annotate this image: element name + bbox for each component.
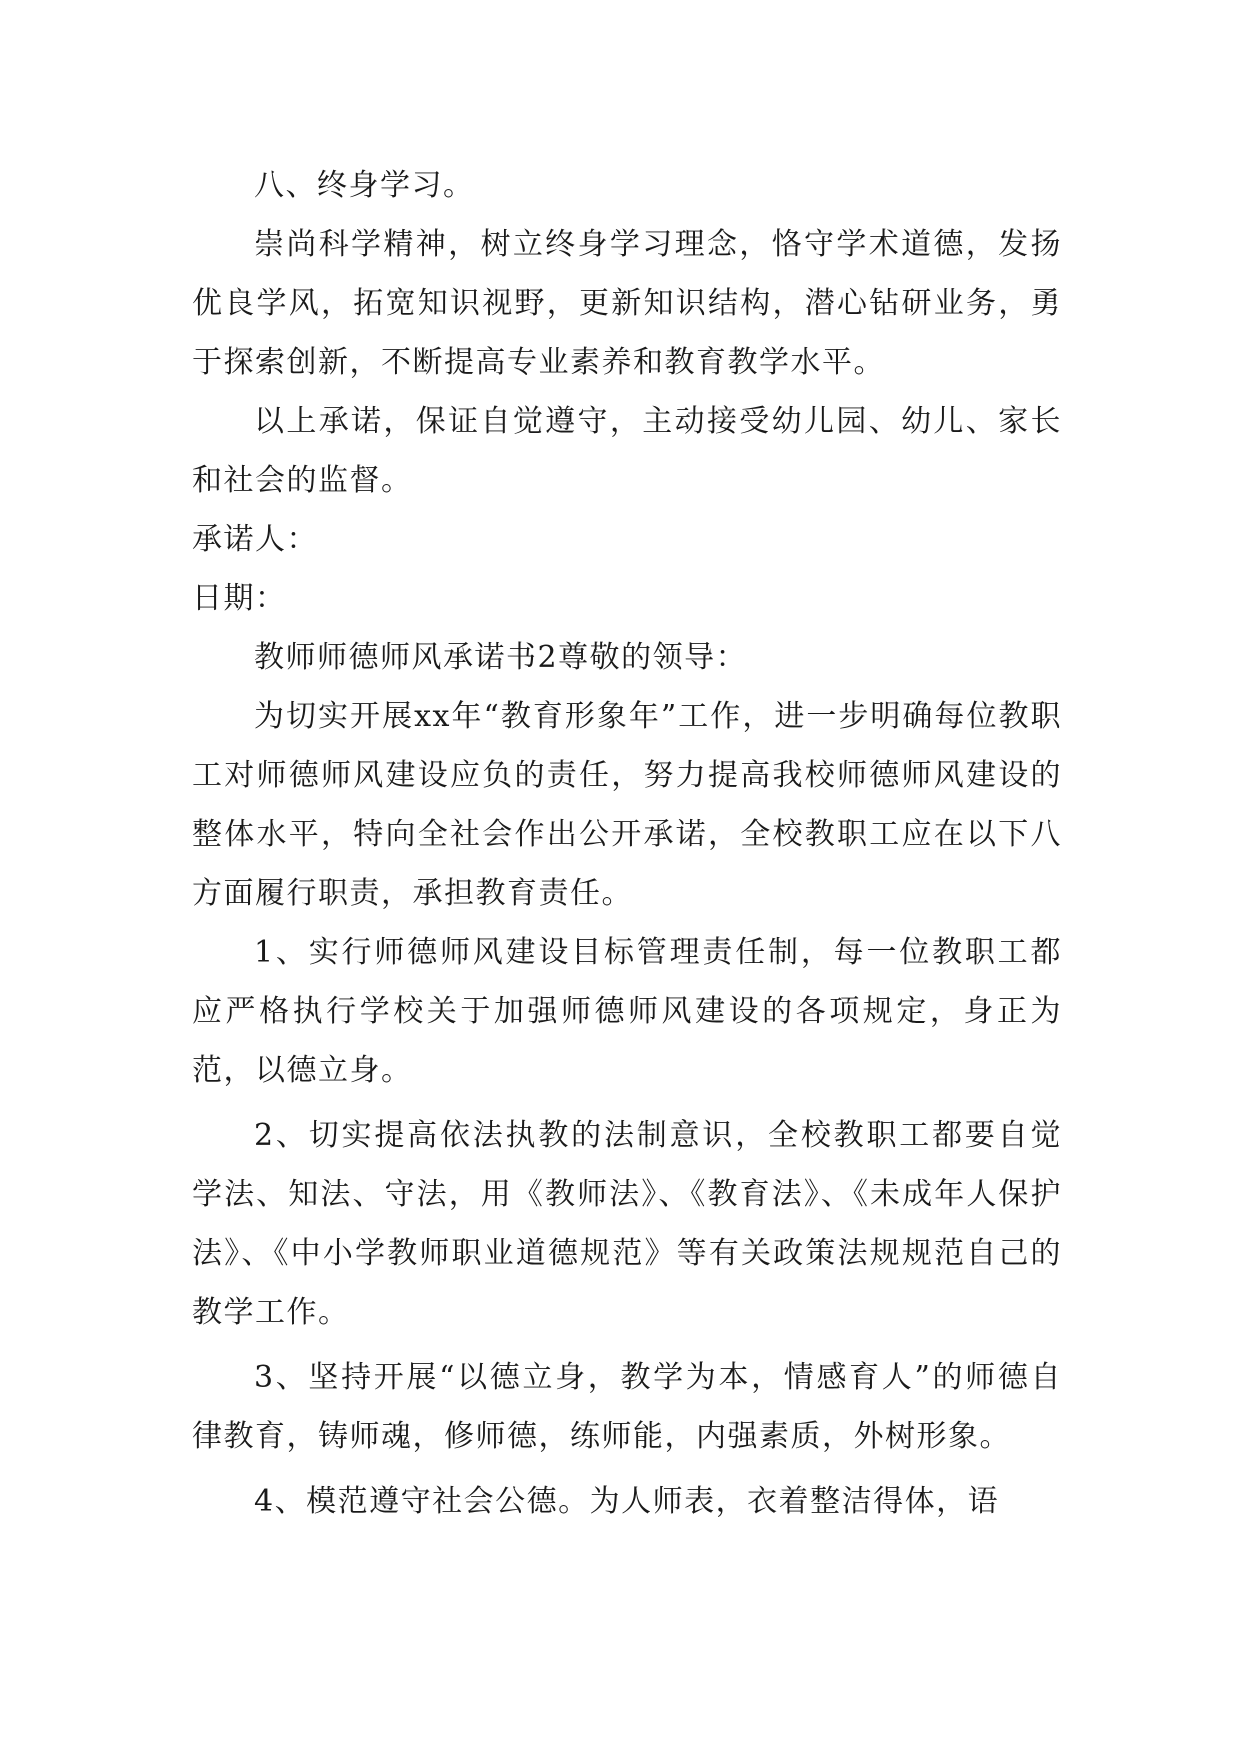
document-body — [192, 156, 1062, 1531]
list-item-4: 4、模范遵守社会公德。为人师表，衣着整洁得体，语 — [254, 1484, 1000, 1519]
list-item-3: 3、坚持开展“以德立身，教学为本，情感育人”的师德自律教育，铸师魂，修师德，练师能，内强素质，外树形象。 — [192, 1360, 1062, 1454]
paragraph-lifelong-learning: 崇尚科学精神，树立终身学习理念，恪守学术道德，发扬优良学风，拓宽知识视野，更新知识结构，潜心钻研业务，勇于探索创新，不断提高专业素养和教育教学水平。 — [192, 227, 1062, 380]
list-item-2: 2、切实提高依法执教的法制意识，全校教职工都要自觉学法、知法、守法，用《教师法》、《教育法》、《未成年人保护法》、《中小学教师职业道德规范》等有关政策法规规范自己的教学工作。 — [192, 1118, 1062, 1330]
section-heading-lifelong-learning: 八、终身学习。 — [254, 168, 475, 203]
paragraph-introduction: 为切实开展xx年“教育形象年”工作，进一步明确每位教职工对师德师风建设应负的责任，努力提高我校师德师风建设的整体水平，特向全社会作出公开承诺，全校教职工应在以下八方面履行职责，承担教育责任。 — [192, 699, 1062, 911]
date-label: 日期： — [192, 581, 287, 616]
signer-label: 承诺人： — [192, 522, 318, 557]
list-item-1: 1、实行师德师风建设目标管理责任制，每一位教职工都应严格执行学校关于加强师德师风建设的各项规定，身正为范，以德立身。 — [192, 935, 1062, 1088]
paragraph-commitment-summary: 以上承诺，保证自觉遵守，主动接受幼儿园、幼儿、家长和社会的监督。 — [192, 404, 1062, 498]
letter-title-salutation: 教师师德师风承诺书2尊敬的领导： — [254, 640, 748, 675]
